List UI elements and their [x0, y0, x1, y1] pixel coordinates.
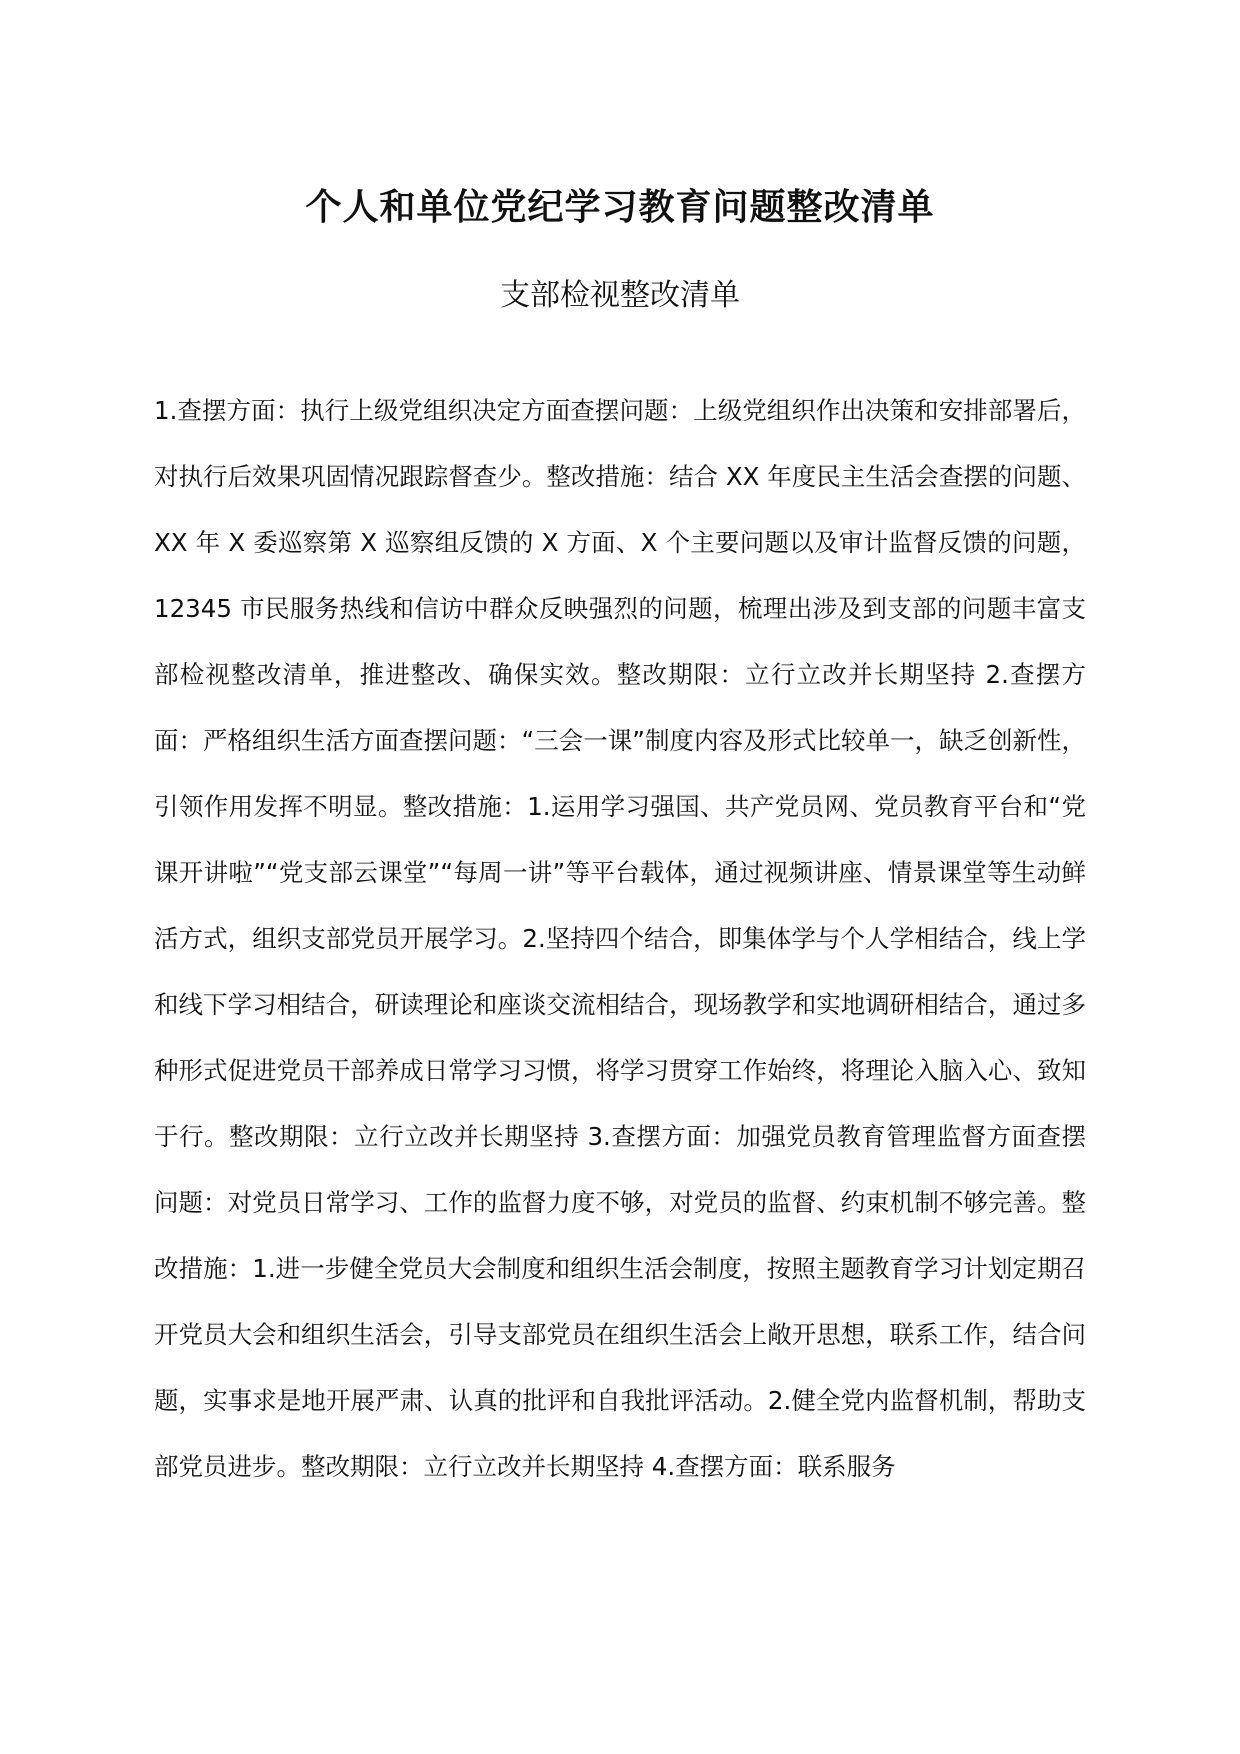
document-body-paragraph: 1.查摆方面：执行上级党组织决定方面查摆问题：上级党组织作出决策和安排部署后，对执行后效果巩固情况跟踪督查少。整改措施：结合 XX 年度民主生活会查摆的问题、XX 年 X 委巡察第 X 巡察组反馈的 X 方面、X 个主要问题以及审计监督反馈的问题，12345 市民服务热线和信访中群众反映强烈的问题，梳理出涉及到支部的问题丰富支部检视整改清单，推进整改、确保实效。整改期限：立行立改并长期坚持 2.查摆方面：严格组织生活方面查摆问题：“三会一课”制度内容及形式比较单一，缺乏创新性，引领作用发挥不明显。整改措施：1.运用学习强国、共产党员网、党员教育平台和“党课开讲啦”“党支部云课堂”“每周一讲”等平台载体，通过视频讲座、情景课堂等生动鲜活方式，组织支部党员开展学习。2.坚持四个结合，即集体学与个人学相结合，线上学和线下学习相结合，研读理论和座谈交流相结合，现场教学和实地调研相结合，通过多种形式促进党员干部养成日常学习习惯，将学习贯穿工作始终，将理论入脑入心、致知于行。整改期限：立行立改并长期坚持 3.查摆方面：加强党员教育管理监督方面查摆问题：对党员日常学习、工作的监督力度不够，对党员的监督、约束机制不够完善。整改措施：1.进一步健全党员大会制度和组织生活会制度，按照主题教育学习计划定期召开党员大会和组织生活会，引导支部党员在组织生活会上敞开思想，联系工作，结合问题，实事求是地开展严肃、认真的批评和自我批评活动。2.健全党内监督机制，帮助支部党员进步。整改期限：立行立改并长期坚持 4.查摆方面：联系服务	[154, 396, 1086, 1481]
document-title: 个人和单位党纪学习教育问题整改清单	[305, 187, 935, 228]
document-subtitle: 支部检视整改清单	[500, 278, 740, 313]
